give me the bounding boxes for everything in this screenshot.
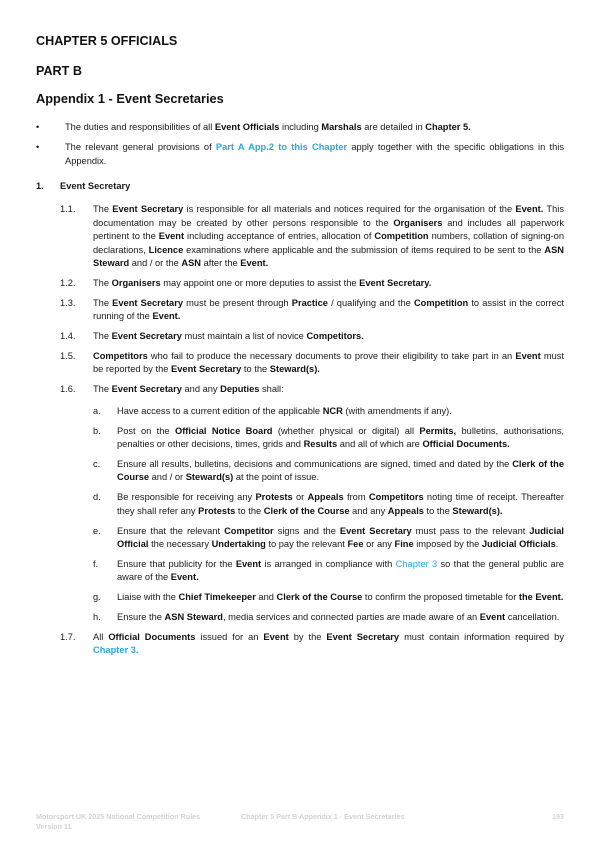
clause-number: 1.4. <box>60 331 76 342</box>
sub-item-g <box>93 591 564 604</box>
text-run: , media services and connected parties are made aware of an <box>222 612 480 623</box>
sub-item-letter: d. <box>93 492 101 503</box>
intro-bullet-list <box>36 121 564 175</box>
clause-text <box>93 631 564 658</box>
defined-term: Chief Timekeeper <box>178 592 256 603</box>
text-run: to the <box>423 505 453 516</box>
clause-1-7 <box>60 631 564 658</box>
text-run: or any <box>363 539 395 550</box>
sub-item-e <box>93 525 564 552</box>
sub-item-h <box>93 611 564 624</box>
text-run: must contain information required by <box>399 632 565 643</box>
defined-term: Competitors. <box>306 331 364 342</box>
text-run: may appoint one or more deputies to assist the <box>160 277 360 288</box>
text-run: The <box>93 277 112 288</box>
text-run: or <box>292 492 308 503</box>
defined-term: Event <box>479 612 506 623</box>
sub-item-b <box>93 425 564 452</box>
text-run: numbers, collation of signing-on declarations, <box>93 231 565 255</box>
text-run: and all of which are <box>337 439 423 450</box>
text-run: / qualifying and the <box>327 297 414 308</box>
defined-term: Permits, <box>419 425 457 436</box>
clause-text <box>93 383 564 396</box>
text-run: Have access to a current edition of the applicable <box>117 405 323 416</box>
text-run: must be reported by the <box>93 351 564 375</box>
defined-term: Event Secretary <box>339 525 412 536</box>
defined-term: Event. <box>152 311 181 322</box>
text-run: issued for an <box>195 632 264 643</box>
text-run: and / or the <box>129 258 182 269</box>
defined-term: Competitors <box>368 492 424 503</box>
text-run: and any <box>349 505 388 516</box>
footer-page-number: 193 <box>552 812 564 821</box>
defined-term: Appeals <box>307 492 344 503</box>
cross-reference-link[interactable]: Chapter 3. <box>93 645 139 656</box>
part-heading: PART B <box>36 64 82 78</box>
bullet-text <box>65 141 564 168</box>
defined-term: Event <box>235 558 262 569</box>
text-run: who fail to produce the necessary documents to prove their eligibility to take part in an <box>147 351 516 362</box>
clause-number: 1.2. <box>60 277 76 288</box>
defined-term: Organisers <box>393 217 443 228</box>
defined-term: the Event. <box>518 592 564 603</box>
clause-text <box>93 330 564 343</box>
defined-term: Chapter 5. <box>425 122 471 132</box>
text-run: Ensure that the relevant <box>117 525 225 536</box>
sub-item-letter: b. <box>93 425 101 436</box>
clause-number: 1.5. <box>60 351 76 362</box>
text-run: The <box>93 331 112 342</box>
text-run: must maintain a list of novice <box>181 331 307 342</box>
defined-term: Event. <box>170 572 199 583</box>
text-run: and <box>255 592 277 603</box>
bullet-icon: • <box>36 142 40 153</box>
text-run: The <box>93 297 113 308</box>
defined-term: Judicial Officials <box>481 539 556 550</box>
defined-term: Protests <box>198 505 236 516</box>
defined-term: Event <box>515 351 541 362</box>
defined-term: Appeals <box>387 505 424 516</box>
footer-publication: Motorsport UK 2025 National Competition Rules <box>36 812 201 821</box>
text-run: Ensure the <box>117 612 165 623</box>
defined-term: Undertaking <box>211 539 266 550</box>
sub-item-letter: c. <box>93 459 101 469</box>
appendix-heading: Appendix 1 - Event Secretaries <box>36 91 224 106</box>
text-run: is arranged in compliance with <box>261 558 396 569</box>
text-run: is responsible for all materials and notices required for the organisation of the <box>183 204 516 215</box>
defined-term: Event. <box>515 204 544 215</box>
text-run: (with amendments if any). <box>342 405 452 416</box>
text-run: and includes all paperwork pertinent to the <box>93 217 564 242</box>
clause-number: 1.7. <box>60 632 76 643</box>
defined-term: Protests <box>255 492 293 503</box>
text-run: Ensure that publicity for the <box>117 558 236 569</box>
defined-term: Competition <box>374 231 429 242</box>
text-run: to the <box>241 364 270 375</box>
defined-term: Event Secretary <box>111 384 182 395</box>
defined-term: Event <box>263 632 289 643</box>
section-number: 1. <box>36 181 44 191</box>
defined-term: Organisers <box>111 277 161 288</box>
text-run: by the <box>288 632 327 643</box>
clause-text <box>93 350 564 377</box>
sub-item-c <box>93 458 564 485</box>
text-run: must pass to the relevant <box>411 525 530 536</box>
text-run: imposed by the <box>413 539 482 550</box>
defined-term: ASN <box>181 258 202 269</box>
defined-term: Event Secretary <box>326 632 400 643</box>
defined-term: Fee <box>347 539 364 550</box>
text-run: to confirm the proposed timetable for <box>362 592 519 603</box>
clause-1-1 <box>60 203 564 270</box>
sub-item-text <box>117 425 564 452</box>
text-run: Liaise with the <box>117 592 179 603</box>
clause-1-3 <box>60 297 564 324</box>
chapter-heading: CHAPTER 5 OFFICIALS <box>36 34 178 48</box>
defined-term: Event Secretary <box>112 204 184 215</box>
defined-term: Event Secretary <box>171 364 242 375</box>
sub-item-letter: e. <box>93 525 101 536</box>
defined-term: Practice <box>291 297 328 308</box>
defined-term: Clerk of the Course <box>263 505 350 516</box>
clause-number: 1.6. <box>60 384 76 395</box>
text-run: . <box>555 539 559 550</box>
text-run: are detailed in <box>361 122 426 132</box>
section-heading <box>36 180 564 193</box>
clause-text <box>93 277 564 290</box>
footer-section-title: Chapter 5 Part B Appendix 1 - Event Secretaries <box>241 812 405 821</box>
defined-term: Event Secretary. <box>359 277 432 288</box>
clause-number: 1.1. <box>60 204 76 215</box>
defined-term: Event. <box>240 258 269 269</box>
defined-term: Competitor <box>224 525 274 536</box>
text-run: including acceptance of entries, allocation of <box>184 231 375 242</box>
defined-term: Judicial Official <box>117 525 564 550</box>
text-run: and / or <box>149 472 186 483</box>
clause-number: 1.3. <box>60 297 76 308</box>
text-run: shall: <box>259 384 284 395</box>
defined-term: Event Officials <box>214 122 280 132</box>
sub-item-letter: h. <box>93 612 101 623</box>
sub-item-f <box>93 558 564 585</box>
defined-term: ASN Steward <box>164 612 223 623</box>
cross-reference-link[interactable]: Part A App.2 to this Chapter <box>215 142 348 153</box>
defined-term: Official Documents <box>108 632 196 643</box>
defined-term: Event Secretary <box>112 297 184 308</box>
text-run: after the <box>201 258 241 269</box>
sub-item-list <box>93 405 564 625</box>
text-run: The <box>93 384 112 395</box>
sub-item-text <box>117 405 564 418</box>
clause-1-5 <box>60 350 564 377</box>
clause-text <box>93 297 564 324</box>
bullet-icon: • <box>36 122 40 132</box>
text-run: apply together with the specific obligations in this Appendix. <box>65 142 564 166</box>
text-run: including <box>279 122 322 132</box>
sub-item-letter: a. <box>93 405 101 416</box>
defined-term: Official Documents. <box>422 439 510 450</box>
text-run: to assist in the correct running of the <box>93 297 564 322</box>
defined-term: Marshals <box>321 122 362 132</box>
text-run: Post on the <box>117 425 175 436</box>
text-run: The <box>93 204 113 215</box>
footer-version: Version 11 <box>36 822 72 831</box>
clause-1-2 <box>60 277 564 290</box>
sub-item-letter: f. <box>93 558 99 569</box>
defined-term: Steward(s). <box>452 505 503 516</box>
defined-term: Clerk of the Course <box>276 592 363 603</box>
defined-term: Deputies <box>220 384 260 395</box>
defined-term: Event Secretary <box>111 331 182 342</box>
text-run: from <box>343 492 369 503</box>
sub-item-letter: g. <box>93 592 101 603</box>
bullet-text <box>65 121 564 134</box>
sub-item-text <box>117 525 564 552</box>
cross-reference-link[interactable]: Chapter 3 <box>395 558 438 569</box>
defined-term: Competitors <box>93 351 148 362</box>
text-run: The duties and responsibilities of all <box>65 122 215 132</box>
text-run: This documentation may be created by other persons responsible to the <box>93 204 564 228</box>
text-run: Be responsible for receiving any <box>117 492 256 503</box>
clause-1-4 <box>60 330 564 343</box>
text-run: signs and the <box>273 525 340 536</box>
text-run: cancellation. <box>505 612 560 623</box>
defined-term: Fine <box>394 539 414 550</box>
defined-term: ASN Steward <box>93 244 564 269</box>
text-run: Ensure all results, bulletins, decisions and communications are signed, timed and dated by the <box>117 459 513 469</box>
sub-item-d <box>93 491 564 518</box>
defined-term: Event <box>158 231 185 242</box>
sub-item-a <box>93 405 564 418</box>
defined-term: NCR <box>322 405 343 416</box>
defined-term: Licence <box>148 244 184 255</box>
text-run: must be present through <box>183 297 292 308</box>
clause-1-6 <box>60 383 564 396</box>
defined-term: Clerk of the Course <box>117 459 564 483</box>
text-run: to the <box>235 505 264 516</box>
defined-term: Results <box>303 439 338 450</box>
text-run: to pay the relevant <box>265 539 348 550</box>
section-event-secretary <box>36 180 564 664</box>
sub-item-text <box>117 558 564 585</box>
text-run: examinations where applicable and the submission of items required to be sent to the <box>183 244 545 255</box>
clause-text <box>93 203 564 270</box>
defined-term: Steward(s). <box>269 364 320 375</box>
text-run: the necessary <box>148 539 212 550</box>
section-title: Event Secretary <box>60 181 131 191</box>
sub-item-text <box>117 458 564 485</box>
text-run: All <box>93 632 109 643</box>
text-run: at the point of issue. <box>233 472 320 483</box>
text-run: so that the general public are aware of the <box>117 558 564 583</box>
text-run: (whether physical or digital) all <box>272 425 420 436</box>
sub-item-text <box>117 611 564 624</box>
clause-list <box>36 203 564 657</box>
text-run: and any <box>181 384 221 395</box>
text-run: The relevant general provisions of <box>65 142 216 153</box>
text-run: bulletins, authorisations, penalties or other decisions, times, grids and <box>117 425 564 450</box>
defined-term: Steward(s) <box>185 472 234 483</box>
footer-publication-block <box>36 812 200 832</box>
sub-item-text <box>117 491 564 518</box>
intro-bullet-item <box>36 121 564 134</box>
defined-term: Competition <box>413 297 469 308</box>
sub-item-text <box>117 591 564 604</box>
intro-bullet-item <box>36 141 564 168</box>
text-run: noting time of receipt. Thereafter they shall refer any <box>117 492 564 516</box>
defined-term: Official Notice Board <box>174 425 273 436</box>
